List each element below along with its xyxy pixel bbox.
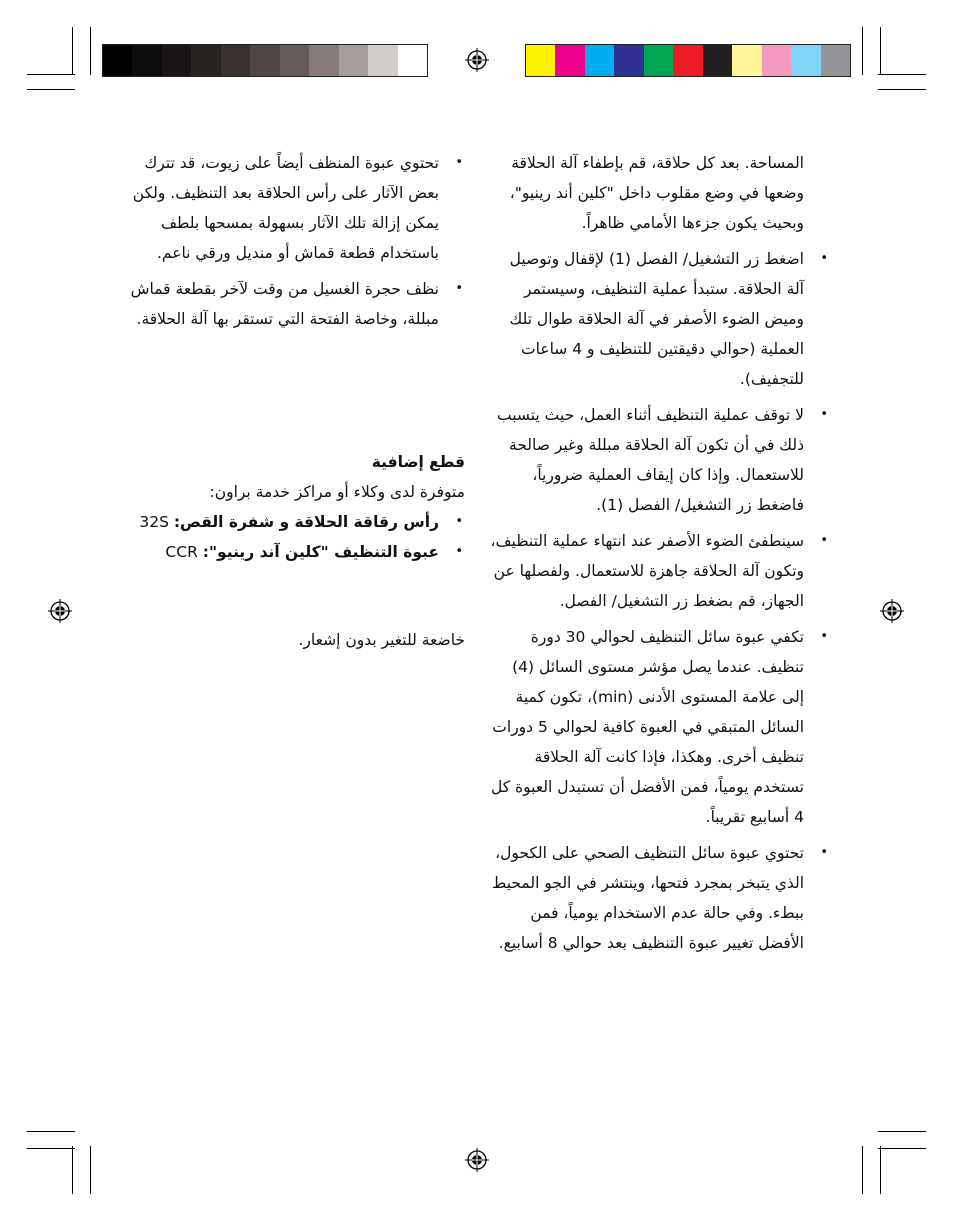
- accessory-code: 32S: [139, 513, 169, 531]
- crop-mark: [880, 27, 881, 75]
- crop-mark: [27, 89, 75, 90]
- crop-mark: [878, 74, 926, 75]
- calibration-swatch: [132, 45, 162, 76]
- calibration-swatch: [162, 45, 192, 76]
- list-item: • تحتوي عبوة المنظف أيضاً على زيوت، قد تترك بعض الآثار على رأس الحلاقة بعد التنظيف. ولكن يمكن إزالة تلك الآثار بسهولة بمسحها بلطف باستخدام قطعة قماش أو منديل ورقي ناعم.: [115, 148, 465, 268]
- list-item: • تكفي عبوة سائل التنظيف لحوالي 30 دورة تنظيف. عندما يصل مؤشر مستوى السائل (4) إلى علامة المستوى الأدنى (min)، تكون كمية السائل المتبقي في العبوة كافية لحوالي 5 دورات تنظيف أخرى. وهكذا، فإذا كانت آلة الحلاقة تستخدم يومياً، فمن الأفضل أن تستبدل العبوة كل 4 أسابيع تقريباً.: [490, 622, 830, 832]
- calibration-swatch: [791, 45, 821, 76]
- list-item: • تحتوي عبوة سائل التنظيف الصحي على الكحول، الذي يتبخر بمجرد فتحها، وينتشر في الجو المحيط ببطء. وفي حالة عدم الاستخدام يومياً، فمن الأفضل تغيير عبوة التنظيف بعد حوالي 8 أسابيع.: [490, 838, 830, 958]
- crop-mark: [90, 1146, 91, 1194]
- list-item: • سينطفئ الضوء الأصفر عند انتهاء عملية التنظيف، وتكون آلة الحلاقة جاهزة للاستعمال. ولفصلها عن الجهاز، قم بضغط زر التشغيل/ الفصل.: [490, 526, 830, 616]
- crop-mark: [878, 89, 926, 90]
- cleaning-instructions-list: [490, 244, 830, 958]
- change-notice: خاضعة للتغير بدون إشعار.: [298, 631, 465, 649]
- list-item: [115, 507, 465, 537]
- crop-mark: [72, 27, 73, 75]
- calibration-swatch: [221, 45, 251, 76]
- intro-paragraph: المساحة. بعد كل حلاقة، قم بإطفاء آلة الحلاقة وضعها في وضع مقلوب داخل "كلين أند رينيو"، وبحيث يكون جزءها الأمامي ظاهراً.: [509, 154, 804, 232]
- calibration-swatch: [821, 45, 851, 76]
- crop-mark: [27, 1148, 75, 1149]
- accessories-section: [115, 447, 465, 567]
- calibration-swatch: [526, 45, 556, 76]
- calibration-swatch: [673, 45, 703, 76]
- calibration-swatch: [762, 45, 792, 76]
- calibration-swatch: [191, 45, 221, 76]
- list-item: • اضغط زر التشغيل/ الفصل (1) لإقفال وتوصيل آلة الحلاقة. ستبدأ عملية التنظيف، وسيستمر وميض الضوء الأصفر في آلة الحلاقة طوال تلك العملية (حوالي دقيقتين للتنظيف و 4 ساعات للتجفيف).: [490, 244, 830, 394]
- crop-mark: [27, 74, 75, 75]
- notice-text: [115, 625, 465, 655]
- crosshair-circle-icon: [48, 599, 72, 623]
- calibration-swatch: [703, 45, 733, 76]
- calibration-swatch: [309, 45, 339, 76]
- crop-mark: [27, 1131, 75, 1132]
- crop-mark: [862, 1146, 863, 1194]
- accessory-code: CCR: [165, 543, 198, 561]
- calibration-swatch: [368, 45, 398, 76]
- accessories-intro: متوفرة لدى وكلاء أو مراكز خدمة براون:: [209, 483, 465, 501]
- crop-mark: [878, 1131, 926, 1132]
- maintenance-notes-list: [115, 148, 465, 334]
- calibration-swatch: [280, 45, 310, 76]
- calibration-swatch: [732, 45, 762, 76]
- calibration-swatch: [644, 45, 674, 76]
- list-item: • لا توقف عملية التنظيف أثناء العمل، حيث يتسبب ذلك في أن تكون آلة الحلاقة مبللة وغير صالحة للاستعمال. وإذا كان إيقاف العملية ضرورياً، فاضغط زر التشغيل/ الفصل (1).: [490, 400, 830, 520]
- crop-mark: [90, 27, 91, 75]
- calibration-swatch: [398, 45, 428, 76]
- list-item: [115, 537, 465, 567]
- accessory-label: عبوة التنظيف "كلين آند رينيو":: [202, 543, 439, 561]
- calibration-swatch: [339, 45, 369, 76]
- list-item: • نظف حجرة الغسيل من وقت لآخر بقطعة قماش مبللة، وخاصة الفتحة التي تستقر بها آلة الحلاقة.: [115, 274, 465, 334]
- calibration-swatch: [250, 45, 280, 76]
- left-text-column: [115, 148, 465, 334]
- crop-mark: [878, 1148, 926, 1149]
- crop-mark: [72, 1146, 73, 1194]
- crop-mark: [862, 27, 863, 75]
- accessories-heading: قطع إضافية: [371, 453, 465, 471]
- accessory-label: رأس رقاقة الحلاقة و شفرة القص:: [173, 513, 439, 531]
- calibration-swatch: [614, 45, 644, 76]
- crosshair-circle-icon: [880, 599, 904, 623]
- crop-mark: [880, 1146, 881, 1194]
- crosshair-circle-icon: [465, 1148, 489, 1172]
- right-text-column: [490, 148, 830, 958]
- calibration-swatch: [103, 45, 133, 76]
- calibration-swatch: [555, 45, 585, 76]
- accessories-list: [115, 507, 465, 567]
- crosshair-circle-icon: [465, 48, 489, 72]
- calibration-swatch: [585, 45, 615, 76]
